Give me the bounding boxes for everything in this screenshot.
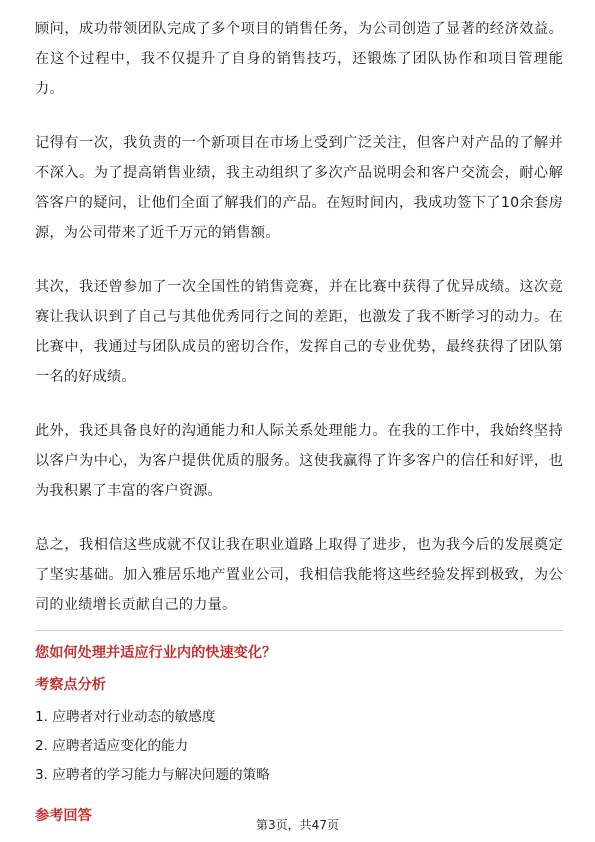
body-paragraph: 其次，我还曾参加了一次全国性的销售竞赛，并在比赛中获得了优异成绩。这次竞赛让我认识到了自己与其他优秀同行之间的差距，也激发了我不断学习的动力。在比赛中，我通过与团队成员的密切合作，发挥自己的专业优势，最终获得了团队第一名的好成绩。 bbox=[35, 279, 563, 385]
list-item: 1. 应聘者对行业动态的敏感度 bbox=[35, 709, 216, 725]
body-paragraph: 总之，我相信这些成就不仅让我在职业道路上取得了进步，也为我今后的发展奠定了坚实基础。加入雅居乐地产置业公司，我相信我能将这些经验发挥到极致，为公司的业绩增长贡献自己的力量。 bbox=[35, 537, 563, 613]
body-paragraph: 顾问，成功带领团队完成了多个项目的销售任务，为公司创造了显著的经济效益。在这个过程中，我不仅提升了自身的销售技巧，还锻炼了团队协作和项目管理能力。 bbox=[35, 21, 563, 97]
analysis-heading: 考察点分析 bbox=[35, 677, 106, 693]
answer-heading: 参考回答 bbox=[35, 808, 92, 824]
section-divider bbox=[35, 630, 563, 631]
page-number: 第3页，共47页 bbox=[256, 818, 339, 832]
body-paragraph: 记得有一次，我负责的一个新项目在市场上受到广泛关注，但客户对产品的了解并不深入。为了提高销售业绩，我主动组织了多次产品说明会和客户交流会，耐心解答客户的疑问，让他们全面了解我们的产品。在短时间内，我成功签下了10余套房源，为公司带来了近千万元的销售额。 bbox=[35, 135, 563, 241]
body-paragraph: 此外，我还具备良好的沟通能力和人际关系处理能力。在我的工作中，我始终坚持以客户为中心，为客户提供优质的服务。这使我赢得了许多客户的信任和好评，也为我积累了丰富的客户资源。 bbox=[35, 423, 563, 499]
analysis-list bbox=[35, 703, 563, 790]
interview-question: 您如何处理并适应行业内的快速变化？ bbox=[35, 645, 277, 661]
page-content bbox=[35, 14, 563, 834]
list-item: 3. 应聘者的学习能力与解决问题的策略 bbox=[35, 767, 270, 783]
list-item: 2. 应聘者适应变化的能力 bbox=[35, 738, 189, 754]
